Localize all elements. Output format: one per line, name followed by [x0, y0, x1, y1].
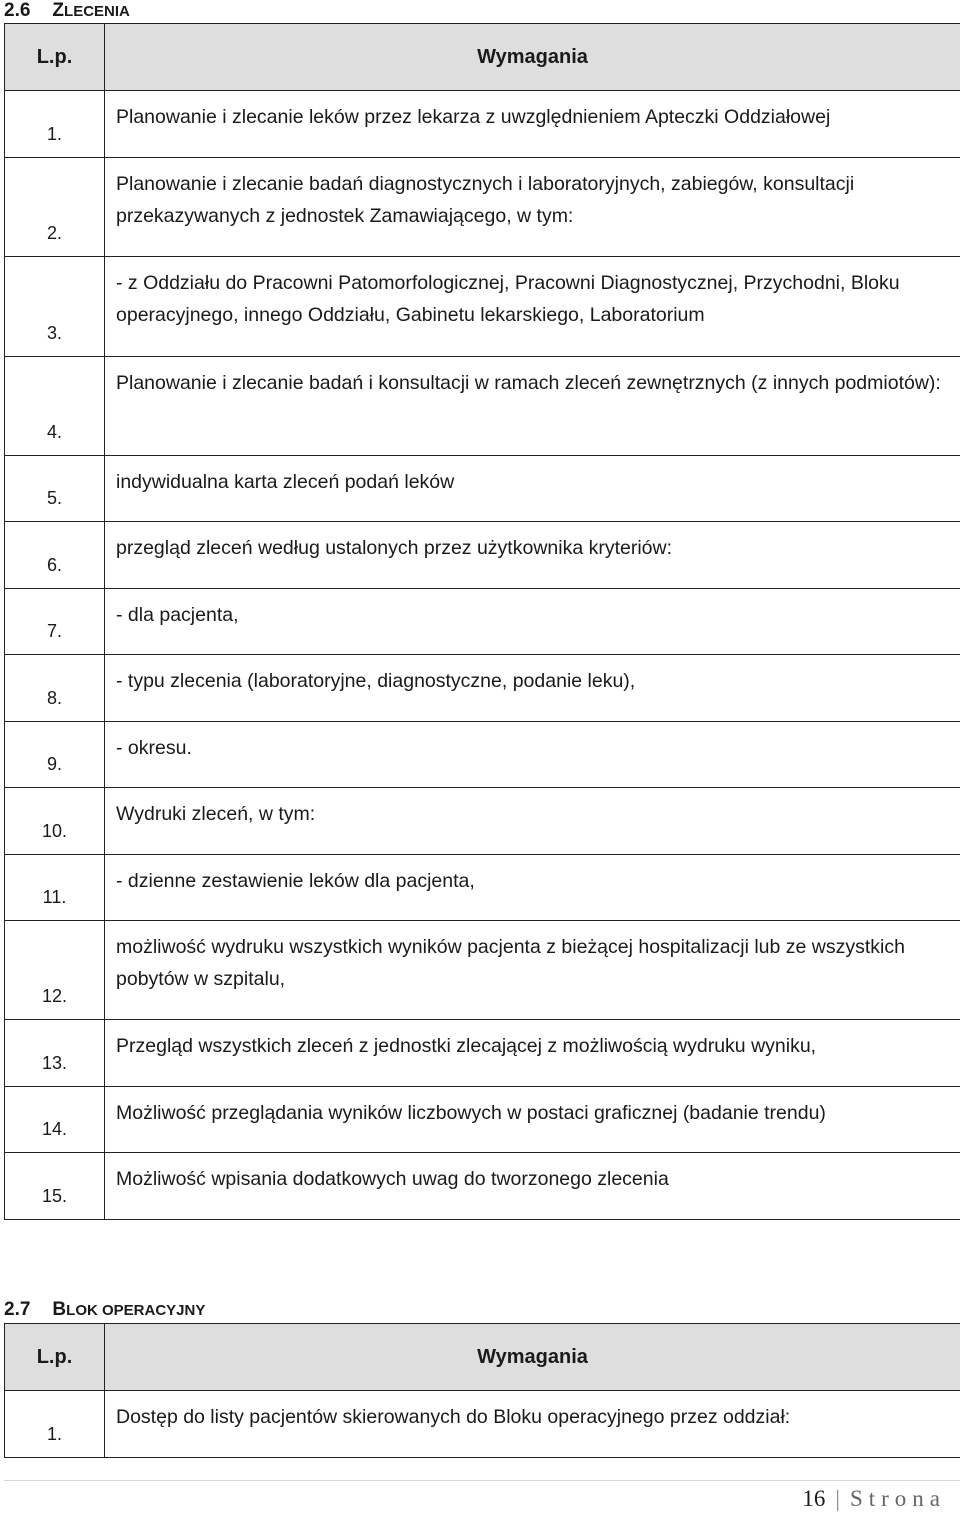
- header-lp: L.p.: [5, 24, 105, 91]
- row-requirement: - okresu.: [105, 722, 960, 788]
- row-number: 6.: [5, 522, 105, 589]
- table-row: [5, 855, 960, 921]
- row-number: 13.: [5, 1020, 105, 1087]
- row-number: 1.: [5, 91, 105, 158]
- table-row: [5, 1087, 960, 1153]
- table-row: [5, 456, 960, 522]
- table-row: [5, 788, 960, 855]
- row-requirement: Planowanie i zlecanie leków przez lekarza z uwzględnieniem Apteczki Oddziałowej: [105, 91, 960, 158]
- table-header-row: [5, 24, 960, 91]
- row-number: 9.: [5, 722, 105, 788]
- section-title-rest: LOK OPERACYJNY: [66, 1302, 206, 1319]
- table-row: [5, 357, 960, 456]
- row-requirement: Planowanie i zlecanie badań diagnostycznych i laboratoryjnych, zabiegów, konsultacji przekazywanych z jednostek Zamawiającego, w tym:: [105, 158, 960, 257]
- table-row: [5, 1020, 960, 1087]
- page-label: Strona: [849, 1486, 946, 1511]
- table-row: [5, 1391, 960, 1458]
- section-number: 2.7: [4, 1299, 31, 1320]
- row-number: 8.: [5, 655, 105, 722]
- footer-divider: [4, 1480, 960, 1481]
- row-number: 12.: [5, 921, 105, 1020]
- row-requirement: Dostęp do listy pacjentów skierowanych do Bloku operacyjnego przez oddział:: [105, 1391, 960, 1458]
- footer-separator: |: [835, 1486, 840, 1511]
- row-number: 11.: [5, 855, 105, 921]
- row-number: 10.: [5, 788, 105, 855]
- row-number: 5.: [5, 456, 105, 522]
- table-row: [5, 921, 960, 1020]
- row-requirement: Możliwość przeglądania wyników liczbowych w postaci graficznej (badanie trendu): [105, 1087, 960, 1153]
- row-number: 15.: [5, 1153, 105, 1220]
- row-number: 1.: [5, 1391, 105, 1458]
- section-title-initial: Z: [52, 0, 65, 21]
- table-row: [5, 158, 960, 257]
- table-row: [5, 722, 960, 788]
- table-row: [5, 522, 960, 589]
- section-heading-2-6: [4, 0, 130, 23]
- row-requirement: indywidualna karta zleceń podań leków: [105, 456, 960, 522]
- header-requirements: Wymagania: [105, 24, 960, 91]
- row-requirement: przegląd zleceń według ustalonych przez użytkownika kryteriów:: [105, 522, 960, 589]
- page-number: 16: [802, 1486, 826, 1511]
- table-header-row: [5, 1324, 960, 1391]
- row-requirement: - dzienne zestawienie leków dla pacjenta,: [105, 855, 960, 921]
- section-heading-2-7: [4, 1299, 205, 1322]
- table-row: [5, 655, 960, 722]
- row-requirement: - z Oddziału do Pracowni Patomorfologicznej, Pracowni Diagnostycznej, Przychodni, Bloku operacyjnego, innego Oddziału, Gabinetu lekarskiego, Laboratorium: [105, 257, 960, 357]
- page-footer: [802, 1486, 946, 1512]
- header-requirements: Wymagania: [105, 1324, 960, 1391]
- table-row: [5, 257, 960, 357]
- row-requirement: Planowanie i zlecanie badań i konsultacji w ramach zleceń zewnętrznych (z innych podmiotów):: [105, 357, 960, 456]
- header-lp: L.p.: [5, 1324, 105, 1391]
- row-number: 14.: [5, 1087, 105, 1153]
- row-requirement: Wydruki zleceń, w tym:: [105, 788, 960, 855]
- row-requirement: - typu zlecenia (laboratoryjne, diagnostyczne, podanie leku),: [105, 655, 960, 722]
- requirements-table-zlecenia: [4, 23, 960, 1220]
- row-number: 2.: [5, 158, 105, 257]
- row-number: 7.: [5, 589, 105, 655]
- requirements-table-blok-operacyjny: [4, 1323, 960, 1458]
- table-row: [5, 1153, 960, 1220]
- section-title-initial: B: [52, 1299, 67, 1320]
- row-requirement: - dla pacjenta,: [105, 589, 960, 655]
- section-title-rest: LECENIA: [64, 3, 130, 20]
- table-row: [5, 589, 960, 655]
- row-requirement: Możliwość wpisania dodatkowych uwag do tworzonego zlecenia: [105, 1153, 960, 1220]
- row-requirement: Przegląd wszystkich zleceń z jednostki zlecającej z możliwością wydruku wyniku,: [105, 1020, 960, 1087]
- row-number: 4.: [5, 357, 105, 456]
- section-number: 2.6: [4, 0, 31, 21]
- row-requirement: możliwość wydruku wszystkich wyników pacjenta z bieżącej hospitalizacji lub ze wszystkich pobytów w szpitalu,: [105, 921, 960, 1020]
- table-row: [5, 91, 960, 158]
- row-number: 3.: [5, 257, 105, 357]
